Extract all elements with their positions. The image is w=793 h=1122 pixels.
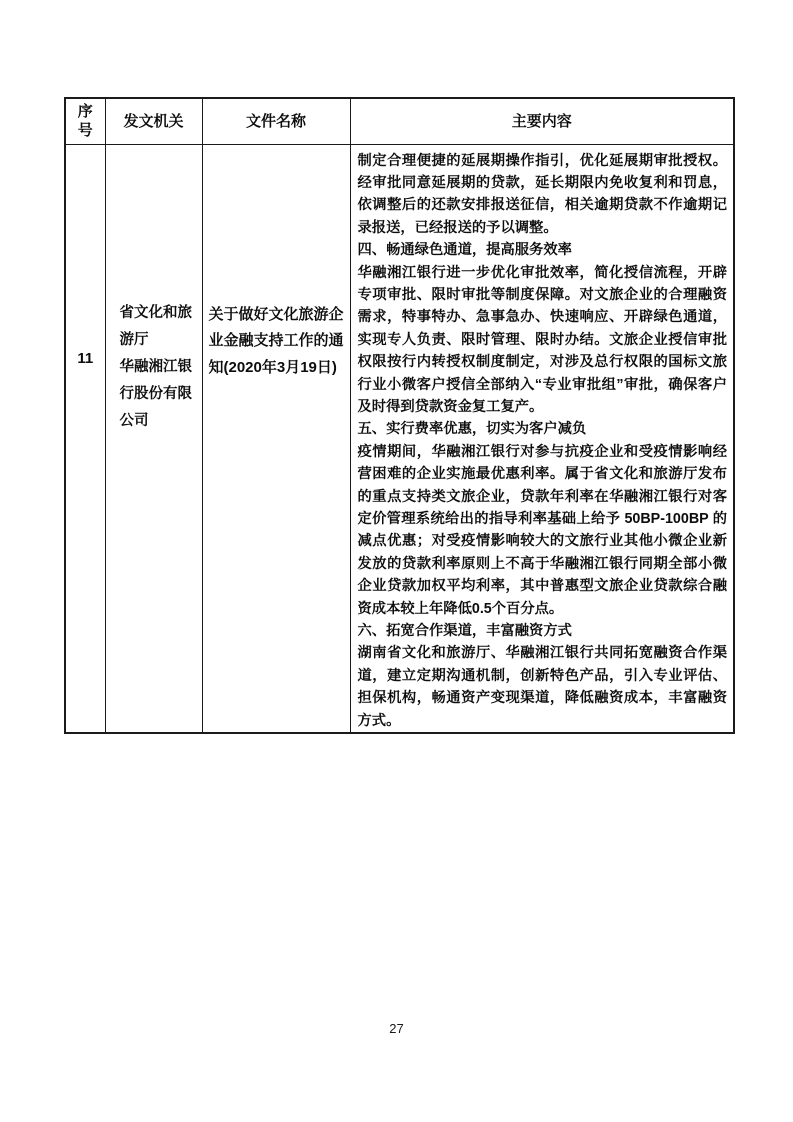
header-cell-seq: 序号 bbox=[65, 98, 105, 144]
row-issuer-cell bbox=[105, 144, 202, 733]
document-table bbox=[64, 97, 735, 734]
content-paragraph: 五、实行费率优惠，切实为客户减负 bbox=[357, 421, 587, 438]
header-cell-main-content: 主要内容 bbox=[350, 98, 734, 144]
content-paragraph: 四、畅通绿色通道，提高服务效率 bbox=[357, 242, 572, 259]
row-seq-cell: 11 bbox=[65, 144, 105, 733]
table-row bbox=[65, 144, 734, 733]
header-cell-doc-name: 文件名称 bbox=[202, 98, 350, 144]
content-paragraph: 六、拓宽合作渠道，丰富融资方式 bbox=[357, 623, 572, 640]
page-number: 27 bbox=[389, 1021, 404, 1036]
issuer-name: 华融湘江银行股份有限公司 bbox=[119, 358, 192, 429]
table-header-row bbox=[65, 98, 734, 144]
row-doc-title-cell bbox=[202, 144, 350, 733]
content-paragraph: 制定合理便捷的延展期操作指引，优化延展期审批授权。经审批同意延展期的贷款，延长期限内免收复利和罚息，依调整后的还款安排报送征信，相关逾期贷款不作逾期记录报送，已经报送的予以调整。 bbox=[357, 152, 727, 236]
header-cell-issuer: 发文机关 bbox=[105, 98, 202, 144]
row-main-content-cell bbox=[350, 144, 734, 733]
content-paragraph: 疫情期间，华融湘江银行对参与抗疫企业和受疫情影响经营困难的企业实施最优惠利率。属于省文化和旅游厅发布的重点支持类文旅企业，贷款年利率在华融湘江银行对客定价管理系统给出的指导利率基础上给予 50BP-100BP 的减点优惠；对受疫情影响较大的文旅行业其他小微企业新发放的贷款利率原则上不高于华融湘江银行同期全部小微企业贷款加权平均利率，其中普惠型文旅企业贷款综合融资成本较上年降低0.5个百分点。 bbox=[357, 443, 727, 617]
content-paragraph: 湖南省文化和旅游厅、华融湘江银行共同拓宽融资合作渠道，建立定期沟通机制，创新特色产品，引入专业评估、担保机构，畅通资产变现渠道，降低融资成本，丰富融资方式。 bbox=[357, 645, 727, 729]
doc-title: 关于做好文化旅游企业金融支持工作的通知(2020年3月19日) bbox=[208, 305, 344, 376]
issuer-name: 省文化和旅游厅 bbox=[119, 304, 192, 348]
content-paragraph: 华融湘江银行进一步优化审批效率，简化授信流程，开辟专项审批、限时审批等制度保障。对文旅企业的合理融资需求，特事特办、急事急办、快速响应、开辟绿色通道，实现专人负责、限时管理、限时办结。文旅企业授信审批权限按行内转授权制度制定，对涉及总行权限的国标文旅行业小微客户授信全部纳入“专业审批组”审批，确保客户及时得到贷款资金复工复产。 bbox=[357, 264, 727, 415]
